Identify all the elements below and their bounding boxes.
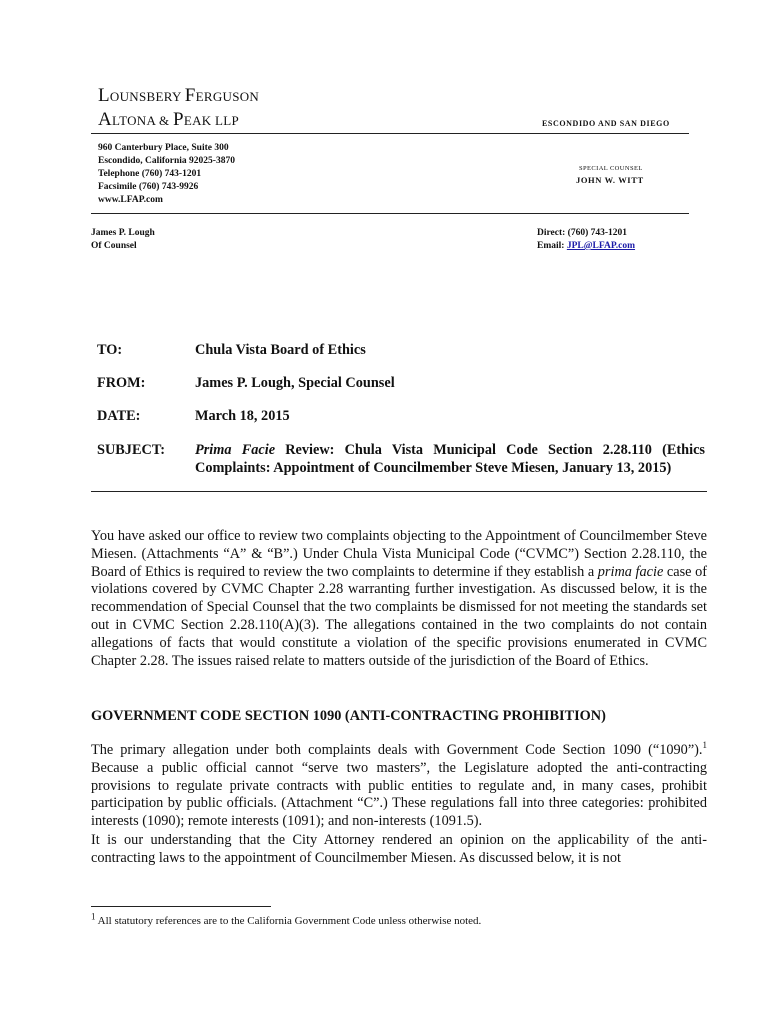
date-label: DATE: bbox=[97, 408, 141, 424]
special-counsel-label: SPECIAL COUNSEL bbox=[579, 165, 643, 172]
subject-italic: Prima Facie bbox=[195, 442, 276, 458]
footnote-text: All statutory references are to the California Government Code unless otherwise noted. bbox=[95, 915, 482, 927]
author-name: James P. Lough bbox=[91, 228, 155, 238]
date-value: March 18, 2015 bbox=[195, 408, 290, 424]
section-heading: GOVERNMENT CODE SECTION 1090 (ANTI-CONTRACTING PROHIBITION) bbox=[91, 708, 606, 724]
header-rule-top bbox=[91, 133, 689, 134]
office-locations: ESCONDIDO AND SAN DIEGO bbox=[542, 119, 670, 128]
special-counsel-name: JOHN W. WITT bbox=[576, 175, 644, 185]
footnote-ref[interactable]: 1 bbox=[702, 740, 707, 751]
from-label: FROM: bbox=[97, 375, 146, 391]
footnote-rule bbox=[91, 906, 271, 907]
header-rule-bottom bbox=[91, 213, 689, 214]
subject-value bbox=[195, 441, 705, 477]
prima-facie-italic: prima facie bbox=[597, 563, 664, 580]
firm-name-line-2: ALTONA & PEAK LLP bbox=[98, 109, 240, 130]
email-line bbox=[537, 240, 635, 253]
contact-block bbox=[537, 227, 635, 253]
direct-phone: Direct: (760) 743-1201 bbox=[537, 228, 628, 238]
email-link[interactable]: JPL@LFAP.com bbox=[566, 241, 636, 251]
author-title: Of Counsel bbox=[91, 241, 137, 251]
subject-label: SUBJECT: bbox=[97, 442, 166, 458]
paragraph-1: You have asked our office to review two complaints objecting to the Appointment of Councilmember Steve Miesen. (Attachments “A” & “B”.) Under Chula Vista Municipal Code (“CVMC”) Section 2.28.110, the Board of Ethics is required to review the two complaints to determine if they establish a prima facie case of violations covered by CVMC Chapter 2.28 warranting further investigation. As discussed below, it is the recommendation of Special Counsel that the two complaints be dismissed for not meeting the standards set out in CVMC Section 2.28.110(A)(3). The allegations contained in the two complaints do not contain allegations of facts that would constitute a violation of the specific provisions enumerated in CVMC Chapter 2.28. The issues raised relate to matters outside of the jurisdiction of the Board of Ethics. bbox=[91, 528, 707, 669]
address-website: www.LFAP.com bbox=[98, 195, 163, 205]
address-street: 960 Canterbury Place, Suite 300 bbox=[98, 143, 229, 153]
address-facsimile: Facsimile (760) 743-9926 bbox=[98, 182, 199, 192]
to-value: Chula Vista Board of Ethics bbox=[195, 342, 366, 358]
email-label: Email: bbox=[537, 241, 565, 251]
subject-text: Review: Chula Vista Municipal Code Section 2.28.110 (Ethics Complaints: Appointment of Councilmember Steve Miesen, January 13, 2015) bbox=[195, 442, 705, 476]
address-city: Escondido, California 92025-3870 bbox=[98, 156, 235, 166]
paragraph-2: The primary allegation under both complaints deals with Government Code Section 1090 (“1090”).$^1$ Because a public official cannot “serve two masters”, the Legislature adopted the anti-contracting provisions to regulate private contracts with public entities to regulate and, in many cases, prohibit participation by public officials. (Attachment “C”.) These regulations fall into three categories: prohibited interests (1090); remote interests (1091); and non-interests (1091.5). bbox=[91, 740, 707, 830]
memo-rule bbox=[91, 491, 707, 492]
author-block bbox=[91, 227, 155, 253]
footnote bbox=[91, 911, 482, 927]
to-label: TO: bbox=[97, 342, 123, 358]
from-value: James P. Lough, Special Counsel bbox=[195, 375, 395, 391]
firm-address-block bbox=[98, 142, 235, 207]
footnote-number: 1 bbox=[91, 911, 96, 922]
paragraph-3: It is our understanding that the City Attorney rendered an opinion on the applicability of the anti-contracting laws to the appointment of Councilmember Miesen. As discussed below, it is not bbox=[91, 832, 707, 866]
address-telephone: Telephone (760) 743-1201 bbox=[98, 169, 202, 179]
firm-name-line-1: LOUNSBERY FERGUSON bbox=[98, 85, 260, 106]
